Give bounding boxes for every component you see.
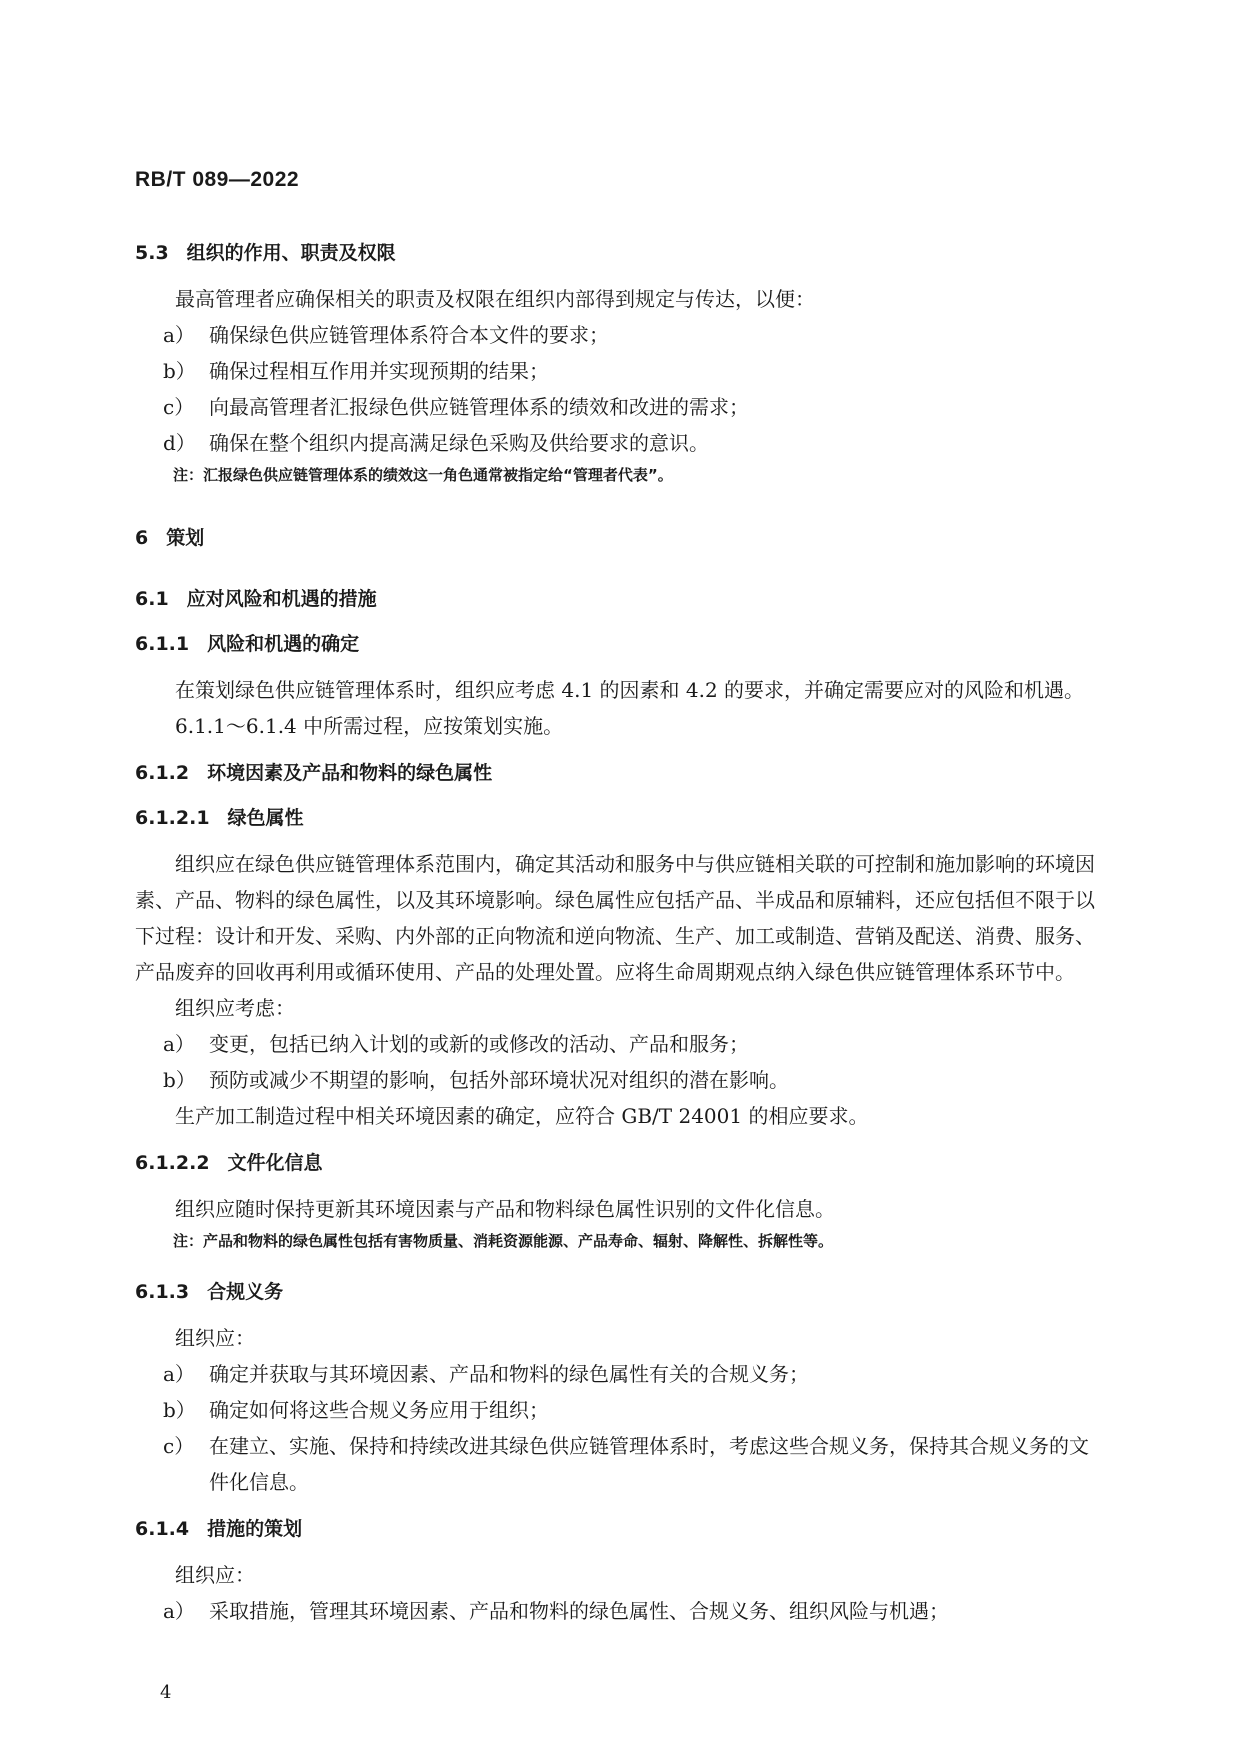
- list-item: b） 确保过程相互作用并实现预期的结果；: [163, 359, 549, 383]
- section-6-1-heading: 6.1 应对风险和机遇的措施: [135, 588, 377, 610]
- paragraph: 组织应：: [175, 1326, 255, 1350]
- list-item: d） 确保在整个组织内提高满足绿色采购及供给要求的意识。: [163, 431, 709, 455]
- note: 注：产品和物料的绿色属性包括有害物质量、消耗资源能源、产品寿命、辐射、降解性、拆解性等。: [173, 1232, 834, 1250]
- document-body: [135, 238, 1105, 1629]
- paragraph: 组织应考虑：: [175, 996, 295, 1020]
- paragraph: 最高管理者应确保相关的职责及权限在组织内部得到规定与传达，以便：: [175, 287, 815, 311]
- paragraph: 在策划绿色供应链管理体系时，组织应考虑 4.1 的因素和 4.2 的要求，并确定需要应对的风险和机遇。: [175, 678, 1085, 702]
- list-item: c） 向最高管理者汇报绿色供应链管理体系的绩效和改进的需求；: [163, 395, 749, 419]
- paragraph: 组织应随时保持更新其环境因素与产品和物料绿色属性识别的文件化信息。: [175, 1197, 835, 1221]
- list-item: a） 变更，包括已纳入计划的或新的或修改的活动、产品和服务；: [163, 1032, 749, 1056]
- paragraph: 生产加工制造过程中相关环境因素的确定，应符合 GB/T 24001 的相应要求。: [175, 1104, 869, 1128]
- note: 注：汇报绿色供应链管理体系的绩效这一角色通常被指定给“管理者代表”。: [173, 466, 673, 484]
- section-6-1-4-heading: 6.1.4 措施的策划: [135, 1518, 303, 1540]
- section-6-1-2-2-heading: 6.1.2.2 文件化信息: [135, 1152, 323, 1174]
- paragraph: 组织应：: [175, 1563, 255, 1587]
- document-header: RB/T 089—2022: [135, 168, 300, 191]
- section-6-1-2-heading: 6.1.2 环境因素及产品和物料的绿色属性: [135, 762, 493, 784]
- list-item: a） 确定并获取与其环境因素、产品和物料的绿色属性有关的合规义务；: [163, 1362, 809, 1386]
- paragraph: 6.1.1～6.1.4 中所需过程，应按策划实施。: [175, 714, 564, 738]
- list-item: b） 确定如何将这些合规义务应用于组织；: [163, 1398, 549, 1422]
- section-6-1-2-1-heading: 6.1.2.1 绿色属性: [135, 807, 304, 829]
- list-item: a） 采取措施，管理其环境因素、产品和物料的绿色属性、合规义务、组织风险与机遇；: [163, 1599, 949, 1623]
- section-6-1-1-heading: 6.1.1 风险和机遇的确定: [135, 633, 360, 655]
- section-6-heading: 6 策划: [135, 527, 205, 549]
- list-item: a） 确保绿色供应链管理体系符合本文件的要求；: [163, 323, 609, 347]
- page-number: 4: [160, 1682, 172, 1703]
- section-5-3-heading: 5.3 组织的作用、职责及权限: [135, 242, 396, 264]
- paragraph: 组织应在绿色供应链管理体系范围内，确定其活动和服务中与供应链相关联的可控制和施加影响的环境因素、产品、物料的绿色属性，以及其环境影响。绿色属性应包括产品、半成品和原辅料，还应包括但不限于以下过程：设计和开发、采购、内外部的正向物流和逆向物流、生产、加工或制造、营销及配送、消费、服务、产品废弃的回收再利用或循环使用、产品的处理处置。应将生命周期观点纳入绿色供应链管理体系环节中。: [135, 852, 1095, 984]
- section-6-1-3-heading: 6.1.3 合规义务: [135, 1281, 284, 1303]
- list-item: b） 预防或减少不期望的影响，包括外部环境状况对组织的潜在影响。: [163, 1068, 789, 1092]
- list-item: c） 在建立、实施、保持和持续改进其绿色供应链管理体系时，考虑这些合规义务，保持其合规义务的文件化信息。: [163, 1434, 1089, 1494]
